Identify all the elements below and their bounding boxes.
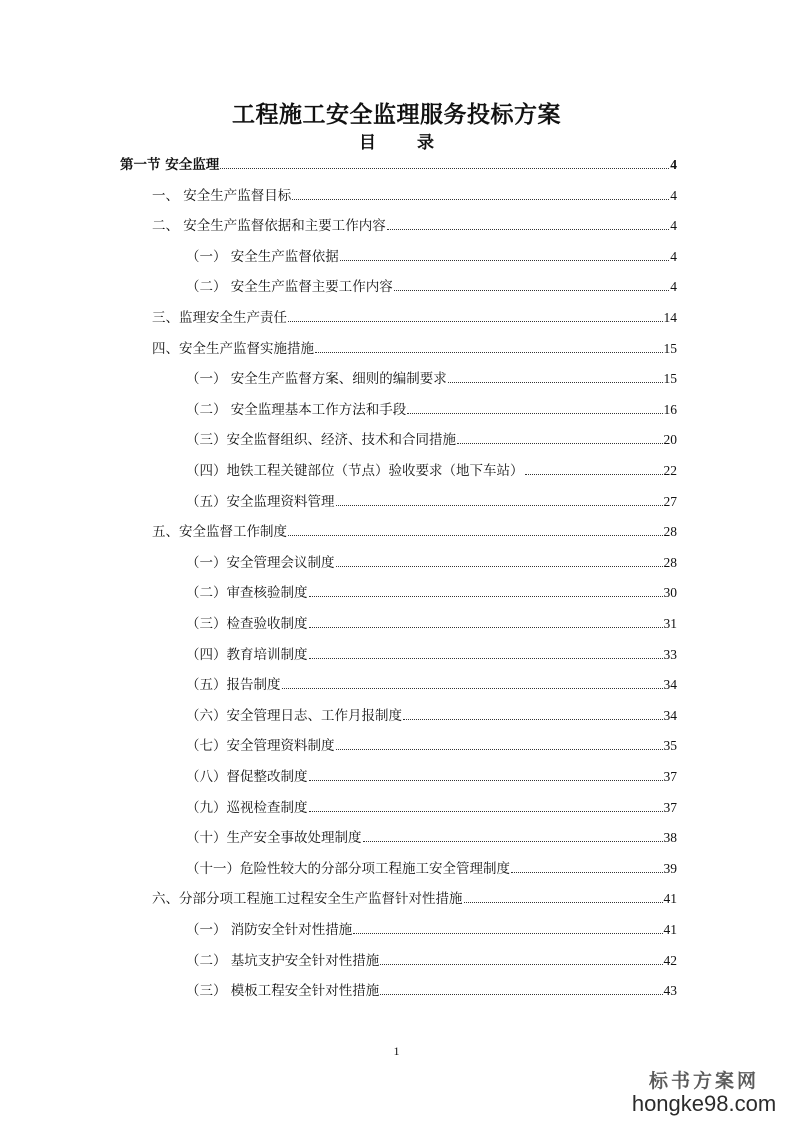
toc-entry-label: （八）督促整改制度	[186, 769, 308, 785]
toc-entry-page: 15	[663, 340, 677, 356]
toc-entry-page: 37	[663, 769, 677, 784]
toc-leader-dots	[353, 933, 662, 934]
toc-entry-label: （七）安全管理资料制度	[186, 738, 335, 755]
toc-leader-dots	[511, 872, 663, 873]
toc-entry-label: （三） 模板工程安全针对性措施	[186, 983, 380, 1000]
toc-entry[interactable]	[152, 520, 677, 540]
toc-leader-dots	[282, 688, 663, 689]
toc-entry[interactable]	[120, 153, 677, 173]
toc-entry[interactable]	[186, 857, 677, 877]
toc-entry[interactable]	[186, 979, 677, 999]
toc-entry-page: 27	[663, 493, 677, 509]
toc-leader-dots	[336, 505, 663, 506]
toc-entry-page: 4	[670, 157, 677, 172]
toc-entry[interactable]	[186, 796, 677, 816]
toc-entry[interactable]	[152, 887, 677, 907]
toc-entry-label: 三、监理安全生产责任	[152, 310, 287, 326]
toc-heading: 目 录	[359, 133, 446, 153]
toc-entry-label: （三）检查验收制度	[186, 616, 308, 632]
toc-entry[interactable]	[152, 214, 677, 234]
toc-entry-label: （九）巡视检查制度	[186, 799, 308, 816]
toc-entry-label: （二） 基坑支护安全针对性措施	[186, 952, 380, 969]
toc-entry-label: （二） 安全监理基本工作方法和手段	[186, 401, 407, 418]
toc-entry[interactable]	[186, 949, 677, 969]
toc-entry[interactable]	[186, 275, 677, 295]
toc-leader-dots	[380, 964, 662, 965]
toc-entry-page: 4	[670, 218, 677, 234]
toc-entry-label: 五、安全监督工作制度	[152, 524, 287, 541]
watermark-brand: 标书方案网	[648, 1070, 759, 1092]
toc-entry[interactable]	[186, 245, 677, 265]
toc-entry-page: 34	[663, 707, 677, 723]
toc-entry[interactable]	[186, 459, 677, 479]
toc-entry-page: 28	[663, 554, 677, 570]
toc-entry[interactable]	[186, 551, 677, 571]
toc-leader-dots	[380, 994, 662, 995]
toc-leader-dots	[403, 719, 663, 720]
toc-entry-page: 43	[663, 983, 677, 999]
toc-entry[interactable]	[152, 337, 677, 357]
toc-entry-page: 22	[663, 463, 677, 478]
page-number: 1	[393, 1044, 400, 1058]
toc-leader-dots	[340, 260, 669, 261]
toc-leader-dots	[407, 413, 662, 414]
toc-entry-label: （一）安全管理会议制度	[186, 554, 335, 571]
toc-leader-dots	[336, 566, 663, 567]
toc-entry-page: 39	[663, 860, 677, 876]
toc-entry[interactable]	[186, 918, 677, 938]
document-title: 工程施工安全监理服务投标方案	[232, 101, 561, 128]
toc-entry-page: 42	[663, 952, 677, 968]
toc-entry-page: 4	[670, 248, 677, 264]
toc-entry-label: （十一）危险性较大的分部分项工程施工安全管理制度	[186, 860, 510, 877]
toc-entry-page: 37	[663, 799, 677, 815]
toc-entry-label: （六）安全管理日志、工作月报制度	[186, 707, 402, 724]
toc-entry-label: 六、分部分项工程施工过程安全生产监督针对性措施	[152, 891, 463, 908]
toc-leader-dots	[457, 443, 663, 444]
toc-leader-dots	[464, 902, 663, 903]
toc-entry-label: （二） 安全生产监督主要工作内容	[186, 279, 393, 296]
toc-entry-page: 16	[663, 401, 677, 417]
toc-leader-dots	[288, 321, 663, 322]
toc-leader-dots	[309, 780, 663, 781]
toc-entry-label: （四）地铁工程关键部位（节点）验收要求（地下车站）	[186, 463, 524, 479]
toc-entry[interactable]	[186, 581, 677, 601]
toc-entry[interactable]	[186, 398, 677, 418]
toc-entry[interactable]	[152, 306, 677, 326]
toc-entry-label: （五）报告制度	[186, 677, 281, 694]
toc-entry[interactable]	[186, 826, 677, 846]
toc-entry-label: （一） 安全生产监督方案、细则的编制要求	[186, 371, 447, 388]
toc-entry-label: （四）教育培训制度	[186, 646, 308, 663]
toc-entry[interactable]	[186, 428, 677, 448]
toc-entry-page: 35	[663, 738, 677, 754]
toc-leader-dots	[309, 627, 663, 628]
toc-entry-label: 二、 安全生产监督依据和主要工作内容	[152, 218, 386, 235]
toc-entry-page: 33	[663, 646, 677, 662]
toc-entry[interactable]	[186, 490, 677, 510]
toc-entry-page: 14	[663, 310, 677, 325]
toc-entry-page: 41	[663, 891, 677, 907]
toc-entry[interactable]	[186, 734, 677, 754]
toc-entry[interactable]	[186, 704, 677, 724]
toc-entry-label: 第一节 安全监理	[120, 157, 220, 173]
toc-entry[interactable]	[186, 612, 677, 632]
toc-entry-page: 4	[670, 187, 677, 203]
toc-leader-dots	[309, 596, 663, 597]
toc-leader-dots	[288, 535, 663, 536]
toc-entry-page: 41	[663, 922, 677, 937]
toc-entry-page: 28	[663, 524, 677, 540]
toc-entry[interactable]	[186, 673, 677, 693]
toc-entry-label: （三）安全监督组织、经济、技术和合同措施	[186, 432, 456, 449]
toc-entry[interactable]	[186, 367, 677, 387]
toc-leader-dots	[292, 199, 669, 200]
toc-entry-label: （一） 消防安全针对性措施	[186, 922, 353, 938]
toc-entry-label: （五）安全监理资料管理	[186, 493, 335, 510]
toc-entry-page: 20	[663, 432, 677, 448]
watermark-url: hongke98.com	[631, 1091, 777, 1116]
toc-leader-dots	[394, 290, 669, 291]
toc-leader-dots	[448, 382, 663, 383]
toc-entry-page: 15	[663, 371, 677, 387]
toc-entry-label: （十）生产安全事故处理制度	[186, 830, 362, 847]
toc-leader-dots	[309, 658, 663, 659]
toc-leader-dots	[363, 841, 663, 842]
toc-entry[interactable]	[186, 643, 677, 663]
toc-entry-label: 一、 安全生产监督目标	[152, 187, 292, 204]
toc-leader-dots	[336, 749, 663, 750]
toc-entry[interactable]	[152, 184, 677, 204]
toc-entry-label: 四、安全生产监督实施措施	[152, 340, 314, 357]
toc-leader-dots	[525, 474, 663, 475]
toc-entry-page: 4	[670, 279, 677, 295]
toc-entry-page: 31	[663, 616, 677, 631]
toc-leader-dots	[309, 811, 663, 812]
toc-entry[interactable]	[186, 765, 677, 785]
toc-entry-page: 38	[663, 830, 677, 846]
watermark	[629, 1066, 779, 1117]
toc-entry-page: 30	[663, 585, 677, 601]
toc-leader-dots	[387, 229, 669, 230]
toc-leader-dots	[220, 168, 669, 169]
toc-entry-page: 34	[663, 677, 677, 693]
toc-leader-dots	[315, 352, 663, 353]
toc-entry-label: （一） 安全生产监督依据	[186, 248, 339, 265]
toc-entry-label: （二）审查核验制度	[186, 585, 308, 602]
